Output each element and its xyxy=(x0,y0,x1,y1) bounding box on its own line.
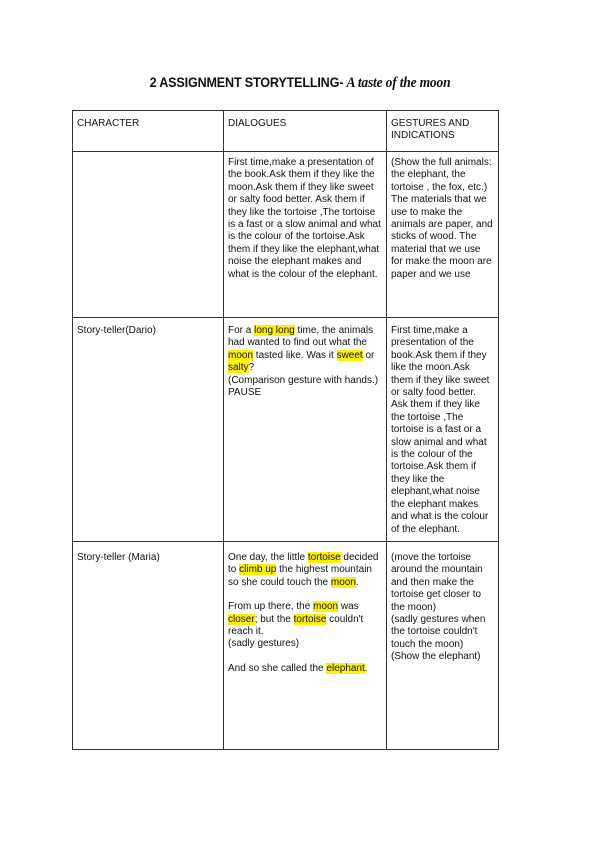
row2-dialogue-text xyxy=(228,325,382,375)
row3-dialogue-para3 xyxy=(228,663,382,675)
text-run: From up there, the xyxy=(228,601,314,613)
text-run: the highest mountain so she could touch the xyxy=(228,564,372,588)
row2-dialogue-note: (Comparison gesture with hands.) xyxy=(228,374,379,386)
header-character: CHARACTER xyxy=(73,111,224,152)
row1-character xyxy=(73,152,224,318)
row3-character: Story-teller (Maria) xyxy=(73,541,224,749)
row2-character: Story-teller(Dario) xyxy=(73,318,224,542)
row2-gestures xyxy=(387,318,499,542)
text-run: or xyxy=(362,349,375,361)
row3-gesture-line: (sadly gestures when the tortoise couldn't touch the moon) xyxy=(391,613,486,650)
row3-gestures xyxy=(387,541,499,749)
row3-dialogue-para1 xyxy=(228,552,382,589)
row2-dialogue-pause: PAUSE xyxy=(228,387,262,399)
text-run: was xyxy=(338,601,359,613)
text-run: . xyxy=(364,662,368,674)
table-row xyxy=(73,152,499,318)
row1-gestures xyxy=(387,152,499,318)
highlight: salty xyxy=(228,362,249,374)
text-run: ? xyxy=(248,362,255,374)
header-dialogues: DIALOGUES xyxy=(224,111,387,152)
title-main: 2 ASSIGNMENT STORYTELLING- xyxy=(149,74,347,90)
highlight: tortoise xyxy=(293,613,327,625)
text-run: And so she called the xyxy=(228,662,327,674)
storytelling-table xyxy=(72,110,499,750)
row3-dialogue xyxy=(224,541,387,749)
text-run: One day, the little xyxy=(228,551,308,563)
text-run: For a xyxy=(228,325,255,336)
table-row xyxy=(73,318,499,542)
highlight: moon xyxy=(330,576,356,588)
highlight: moon xyxy=(313,601,339,613)
text-run: ; but the xyxy=(254,613,294,625)
row1-gesture-line: The materials that we use to make the animals are paper, and sticks of wood. The material that we use for make the moon are paper and we use xyxy=(391,194,493,280)
text-run: decided to xyxy=(228,551,379,576)
row1-gesture-line: (Show the full animals: the elephant, the tortoise , the fox, etc.) xyxy=(391,157,492,193)
row3-dialogue-para2 xyxy=(228,601,382,638)
highlight: climb up xyxy=(239,564,277,576)
row2-gesture-line: Ask them if they like the tortoise ,The tortoise is a fast or a slow animal and what is the colour of the tortoise.Ask them if they like the elephant,what noise the elephant makes and what is the colour of the elephant. xyxy=(391,399,489,535)
text-run: tasted like. Was it xyxy=(253,349,337,361)
text-run: . xyxy=(355,576,359,588)
row2-gesture-line: First time,make a presentation of the book.Ask them if they like the moon.Ask them if they like sweet or salty food better. xyxy=(391,325,490,399)
table-header-row xyxy=(73,111,499,152)
row3-dialogue-gesture-note: (sadly gestures) xyxy=(228,638,300,650)
highlight: elephant xyxy=(326,662,365,674)
header-gestures: GESTURES AND INDICATIONS xyxy=(387,111,499,152)
table-row xyxy=(73,541,499,749)
row3-gesture-line: (Show the elephant) xyxy=(391,651,481,663)
row1-dialogue: First time,make a presentation of the book.Ask them if they like the moon.Ask them if they like sweet or salty food better. Ask them if they like the tortoise ,The tortoise is a fast or a slow animal and what is the colour of the tortoise.Ask them if they like the elephant,what noise the elephant makes and what is the colour of the elephant. xyxy=(224,152,387,318)
highlight: sweet xyxy=(336,349,363,361)
text-run: couldn't reach it. xyxy=(228,613,364,637)
text-run: time, the animals had wanted to find out what the xyxy=(228,325,374,349)
highlight: tortoise xyxy=(307,551,341,563)
highlight: long long xyxy=(254,325,295,336)
highlight: moon xyxy=(228,349,254,361)
highlight: closer xyxy=(228,613,255,625)
page-title xyxy=(30,74,570,92)
row2-dialogue xyxy=(224,318,387,542)
title-italic: A taste of the moon xyxy=(346,75,451,91)
row3-gesture-line: (move the tortoise around the mountain and then make the tortoise get closer to the moon) xyxy=(391,551,483,613)
